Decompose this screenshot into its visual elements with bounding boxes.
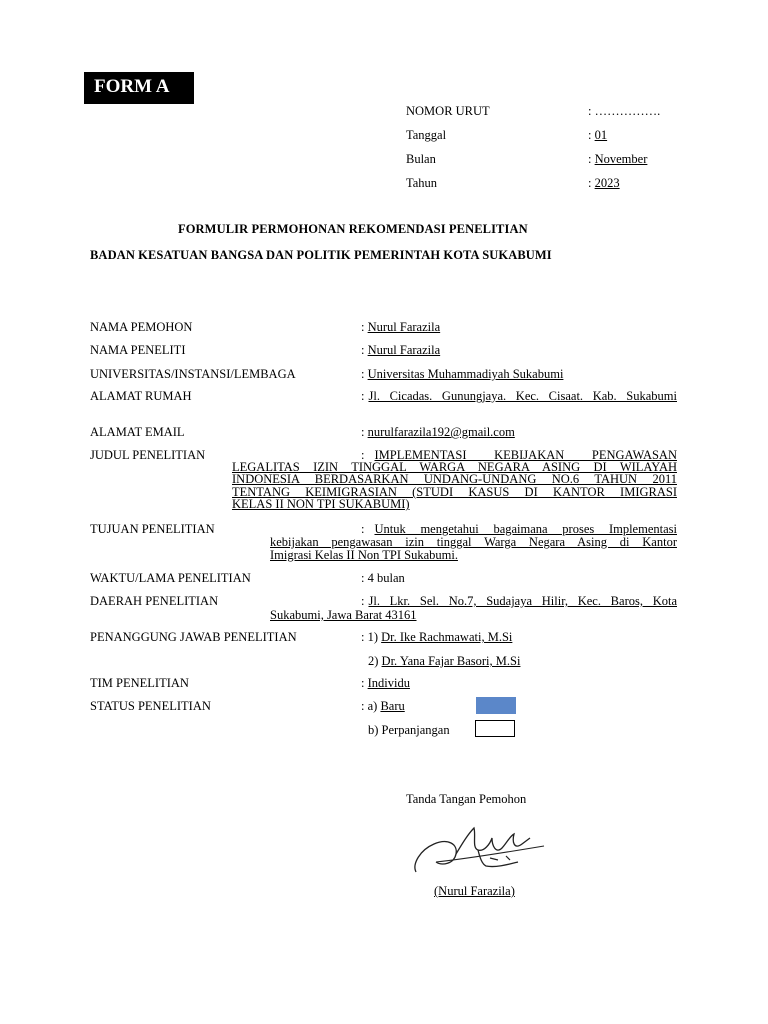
tim-value: Individu	[367, 676, 410, 690]
judul-line-2: LEGALITAS IZIN TINGGAL WARGA NEGARA ASING DI WILAYAH	[232, 460, 677, 474]
pj1-name: Dr. Ike Rachmawati, M.Si	[381, 630, 513, 644]
tanggal-value: 01	[594, 128, 608, 142]
bulan-field: : November	[588, 152, 648, 166]
penanggung-jawab-2	[368, 654, 520, 669]
daerah-line-2: Sukabumi, Jawa Barat 43161	[270, 608, 417, 622]
universitas-label: UNIVERSITAS/INSTANSI/LEMBAGA	[90, 367, 296, 381]
pj2-number: 2)	[368, 654, 379, 668]
nama-peneliti-value: Nurul Farazila	[367, 343, 441, 357]
alamat-email-label: ALAMAT EMAIL	[90, 425, 185, 439]
judul-label: JUDUL PENELITIAN	[90, 448, 206, 462]
status-b-value: b) Perpanjangan	[368, 723, 450, 737]
judul-line-4: TENTANG KEIMIGRASIAN (STUDI KASUS DI KANTOR IMIGRASI	[232, 485, 677, 499]
alamat-email-field: : nurulfarazila192@gmail.com	[361, 425, 515, 439]
pj1-number: : 1)	[361, 630, 379, 644]
signature-caption: Tanda Tangan Pemohon	[406, 792, 527, 806]
status-a-prefix: : a)	[361, 699, 378, 713]
nomor-urut-label: NOMOR URUT	[406, 104, 490, 118]
signature-name: (Nurul Farazila)	[434, 884, 515, 898]
nama-peneliti-field: : Nurul Farazila	[361, 343, 441, 357]
status-a-value: Baru	[380, 699, 405, 713]
universitas-field: : Universitas Muhammadiyah Sukabumi	[361, 367, 564, 381]
daerah-text-1: Jl. Lkr. Sel. No.7, Sudajaya Hilir, Kec. Baros, Kota	[368, 594, 677, 608]
nama-pemohon-label: NAMA PEMOHON	[90, 320, 193, 334]
bulan-value: November	[594, 152, 648, 166]
alamat-rumah-field: : Jl. Cicadas. Gunungjaya. Kec. Cisaat. Kab. Sukabumi	[361, 389, 677, 403]
bulan-label: Bulan	[406, 152, 436, 166]
judul-line-1: : IMPLEMENTASI KEBIJAKAN PENGAWASAN	[361, 448, 677, 462]
alamat-rumah-label: ALAMAT RUMAH	[90, 389, 192, 403]
daerah-label: DAERAH PENELITIAN	[90, 594, 219, 608]
tujuan-line-3: Imigrasi Kelas II Non TPI Sukabumi.	[270, 548, 458, 562]
nama-pemohon-field: : Nurul Farazila	[361, 320, 441, 334]
tujuan-text-1: Untuk mengetahui bagaimana proses Implementasi	[374, 522, 677, 536]
tanggal-label: Tanggal	[406, 128, 447, 142]
tujuan-line-1: : Untuk mengetahui bagaimana proses Implementasi	[361, 522, 677, 536]
alamat-email-value: nurulfarazila192@gmail.com	[367, 425, 515, 439]
judul-text-1: IMPLEMENTASI KEBIJAKAN PENGAWASAN	[374, 448, 677, 462]
status-perpanjangan-checkbox[interactable]	[475, 720, 515, 737]
tahun-field: : 2023	[588, 176, 620, 190]
pj2-name: Dr. Yana Fajar Basori, M.Si	[381, 654, 521, 668]
waktu-value: : 4 bulan	[361, 571, 405, 585]
status-label: STATUS PENELITIAN	[90, 699, 211, 713]
universitas-value: Universitas Muhammadiyah Sukabumi	[367, 367, 564, 381]
tanggal-field: : 01	[588, 128, 608, 142]
form-subtitle: BADAN KESATUAN BANGSA DAN POLITIK PEMERINTAH KOTA SUKABUMI	[90, 248, 552, 262]
tahun-label: Tahun	[406, 176, 438, 190]
nomor-urut-value: : …………….	[588, 104, 661, 118]
judul-line-3: INDONESIA BERDASARKAN UNDANG-UNDANG NO.6 TAHUN 2011	[232, 472, 677, 486]
status-baru-checkbox[interactable]	[476, 697, 516, 714]
waktu-label: WAKTU/LAMA PENELITIAN	[90, 571, 251, 585]
form-label: FORM A	[84, 72, 194, 104]
penanggung-jawab-label: PENANGGUNG JAWAB PENELITIAN	[90, 630, 297, 644]
judul-line-5: KELAS II NON TPI SUKABUMI)	[232, 497, 410, 511]
tahun-value: 2023	[594, 176, 620, 190]
penanggung-jawab-1	[361, 630, 512, 645]
status-a-field	[361, 699, 405, 714]
tujuan-line-2: kebijakan pengawasan izin tinggal Warga Negara Asing di Kantor	[270, 535, 677, 549]
tim-label: TIM PENELITIAN	[90, 676, 189, 690]
tim-field: : Individu	[361, 676, 410, 690]
daerah-line-1: : Jl. Lkr. Sel. No.7, Sudajaya Hilir, Kec. Baros, Kota	[361, 594, 677, 608]
signature-image	[406, 814, 552, 880]
nama-pemohon-value: Nurul Farazila	[367, 320, 441, 334]
form-title: FORMULIR PERMOHONAN REKOMENDASI PENELITIAN	[178, 222, 528, 236]
nama-peneliti-label: NAMA PENELITI	[90, 343, 186, 357]
alamat-rumah-value: Jl. Cicadas. Gunungjaya. Kec. Cisaat. Kab. Sukabumi	[368, 389, 677, 403]
tujuan-label: TUJUAN PENELITIAN	[90, 522, 215, 536]
